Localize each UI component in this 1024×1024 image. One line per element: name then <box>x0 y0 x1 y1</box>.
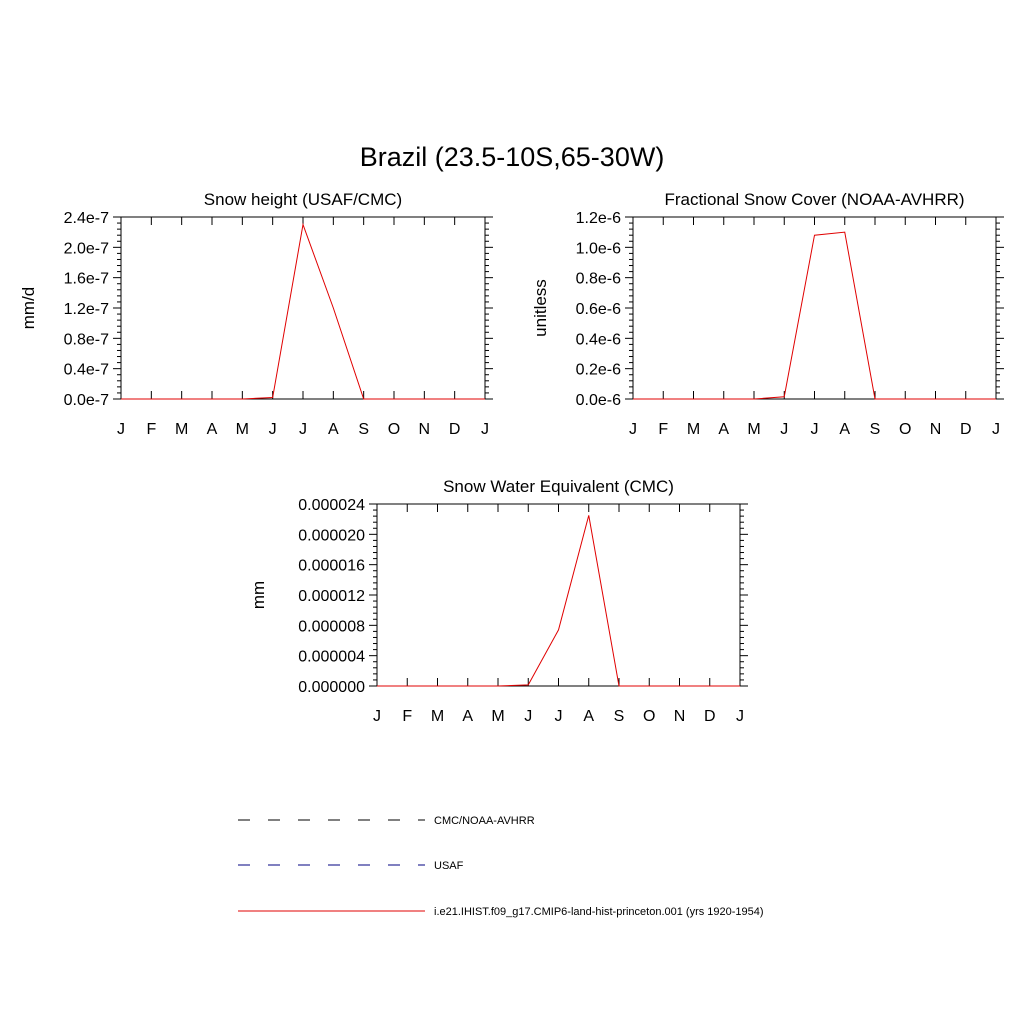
x-tick-label: O <box>899 421 912 438</box>
y-axis-label: mm <box>249 580 268 610</box>
plot-frame <box>377 504 740 686</box>
series-line-model <box>121 225 485 399</box>
y-tick-label: 1.2e-6 <box>575 210 621 227</box>
y-tick-label: 0.0e-6 <box>575 392 621 409</box>
legend-label: CMC/NOAA-AVHRR <box>434 815 535 827</box>
chart-title: Snow height (USAF/CMC) <box>203 190 403 209</box>
page-title: Brazil (23.5-10S,65-30W) <box>359 142 665 172</box>
y-tick-label: 0.8e-7 <box>63 331 109 349</box>
x-tick-label: N <box>418 421 431 438</box>
series-line-model <box>633 232 996 399</box>
x-tick-label: D <box>703 708 716 725</box>
x-tick-label: J <box>554 708 563 725</box>
x-tick-label: J <box>992 421 1000 438</box>
chart-1 <box>19 190 493 438</box>
x-tick-label: D <box>448 421 461 438</box>
y-tick-label: 0.4e-6 <box>575 331 621 349</box>
x-tick-label: J <box>780 421 789 438</box>
y-axis-label: mm/d <box>19 286 38 330</box>
x-tick-label: A <box>206 421 218 438</box>
x-tick-label: M <box>491 708 505 725</box>
x-tick-label: M <box>747 421 761 438</box>
y-tick-label: 0.6e-6 <box>575 301 621 318</box>
x-tick-label: J <box>117 421 125 438</box>
x-tick-label: N <box>673 708 686 725</box>
x-tick-label: D <box>959 421 972 438</box>
x-tick-label: A <box>327 421 339 438</box>
y-tick-label: 0.000004 <box>298 648 365 666</box>
x-tick-label: J <box>810 421 819 438</box>
y-tick-label: 2.4e-7 <box>63 210 109 227</box>
y-tick-label: 0.000020 <box>298 527 365 545</box>
x-tick-label: O <box>387 421 401 438</box>
plot-frame <box>121 217 485 399</box>
chart-2 <box>531 190 1004 438</box>
x-tick-label: A <box>839 421 851 438</box>
x-tick-label: N <box>929 421 942 438</box>
x-tick-label: J <box>736 708 744 725</box>
x-tick-label: J <box>373 708 381 725</box>
y-tick-label: 0.8e-6 <box>575 270 621 288</box>
x-tick-label: S <box>869 421 881 438</box>
x-tick-label: J <box>481 421 489 438</box>
x-tick-label: S <box>358 421 370 438</box>
x-tick-label: F <box>402 708 413 725</box>
x-tick-label: M <box>175 421 189 438</box>
y-tick-label: 0.000012 <box>298 588 365 605</box>
x-tick-label: J <box>629 421 637 438</box>
x-tick-label: A <box>583 708 595 725</box>
legend-label: USAF <box>434 860 464 872</box>
y-tick-label: 1.6e-7 <box>63 270 109 288</box>
y-tick-label: 0.000008 <box>298 618 365 636</box>
series-line-model <box>377 515 740 686</box>
chart-3 <box>249 477 748 725</box>
x-tick-label: S <box>613 708 625 725</box>
x-tick-label: J <box>299 421 307 438</box>
x-tick-label: M <box>235 421 249 438</box>
y-tick-label: 0.2e-6 <box>575 361 621 379</box>
y-tick-label: 0.000016 <box>298 557 365 575</box>
y-tick-label: 1.0e-6 <box>575 240 621 258</box>
x-tick-label: M <box>430 708 445 725</box>
chart-title: Snow Water Equivalent (CMC) <box>443 477 674 496</box>
y-tick-label: 0.000000 <box>298 679 365 696</box>
x-tick-label: O <box>643 708 656 725</box>
x-tick-label: F <box>146 421 157 438</box>
x-tick-label: A <box>462 708 474 725</box>
chart-title: Fractional Snow Cover (NOAA-AVHRR) <box>664 190 965 209</box>
legend <box>238 815 764 918</box>
x-tick-label: A <box>718 421 730 438</box>
x-tick-label: M <box>686 421 701 438</box>
plot-frame <box>633 217 996 399</box>
x-tick-label: J <box>268 421 277 438</box>
y-tick-label: 0.0e-7 <box>63 392 109 409</box>
y-tick-label: 0.4e-7 <box>63 361 109 379</box>
x-tick-label: F <box>658 421 669 438</box>
x-tick-label: J <box>524 708 533 725</box>
y-tick-label: 0.000024 <box>298 497 365 514</box>
y-axis-label: unitless <box>531 279 550 337</box>
y-tick-label: 1.2e-7 <box>63 301 109 318</box>
y-tick-label: 2.0e-7 <box>63 240 109 258</box>
legend-label: i.e21.IHIST.f09_g17.CMIP6-land-hist-princeton.001 (yrs 1920-1954) <box>434 906 764 918</box>
